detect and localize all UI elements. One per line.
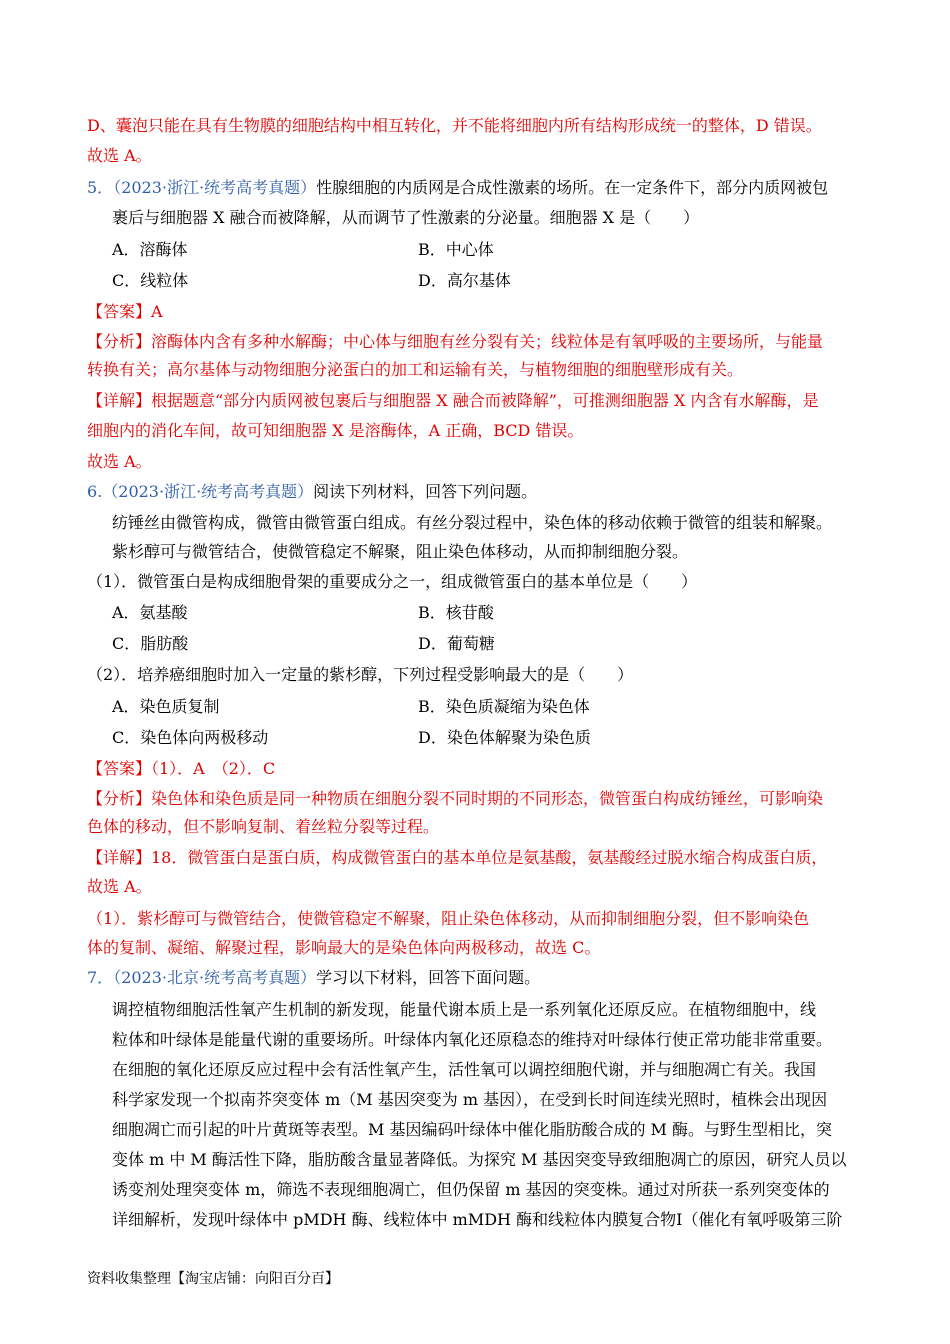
detail-text-cont: 故选 A。 [87,877,152,896]
option-d: D．染色体解聚为染色质 [418,728,591,747]
option-c: C．线粒体 [112,271,189,290]
material-line: 变体 m 中 M 酶活性下降，脂肪酸含量显著降低。为探究 M 基因突变导致细胞凋亡的原因，研究人员以 [112,1150,847,1169]
question-6-stem [87,482,537,502]
material-line: 诱变剂处理突变体 m，筛选不表现细胞凋亡，但仍保留 m 基因的突变株。通过对所获一系列突变体的 [112,1180,830,1199]
material-line: 粒体和叶绿体是能量代谢的重要场所。叶绿体内氧化还原稳态的维持对叶绿体行使正常功能非常重要。 [112,1030,833,1049]
conclusion-text: 故选 A。 [87,146,152,165]
option-b: B．染色质凝缩为染色体 [418,697,590,716]
option-a: A．溶酶体 [112,240,188,259]
option-d: D．高尔基体 [418,271,511,290]
question-source: （2023·浙江·统考高考真题） [113,178,317,197]
question-number: 5． [87,178,114,197]
analysis-text: 【分析】溶酶体内含有多种水解酶；中心体与细胞有丝分裂有关；线粒体是有氧呼吸的主要场所，与能量 [87,332,824,351]
conclusion-text: 故选 A。 [87,452,152,471]
material-line: 科学家发现一个拟南芥突变体 m（M 基因突变为 m 基因），在受到长时间连续光照时，植株会出现因 [112,1090,828,1109]
question-text: 学习以下材料，回答下面问题。 [316,968,541,987]
detail-text: 【详解】根据题意“部分内质网被包裹后与细胞器 X 融合而被降解”，可推测细胞器 X 内含有水解酶，是 [87,391,819,410]
material-line: 在细胞的氧化还原反应过程中会有活性氧产生，活性氧可以调控细胞代谢，并与细胞凋亡有关。我国 [112,1060,817,1079]
question-source: （2023·浙江·统考高考真题） [102,482,314,501]
answer-label: 【答案】A [87,302,163,321]
option-c: C．脂肪酸 [112,634,189,653]
question-source: （2023·北京·统考高考真题） [113,968,317,987]
detail-text: 【详解】18．微管蛋白是蛋白质，构成微管蛋白的基本单位是氨基酸，氨基酸经过脱水缩合构成蛋白质， [87,848,828,867]
material-line: 调控植物细胞活性氧产生机制的新发现，能量代谢本质上是一系列氧化还原反应。在植物细胞中，线 [112,1000,817,1019]
answer-label: 【答案】（1）．A （2）．C [87,759,276,778]
question-5-stem [87,178,828,198]
analysis-text-cont: 转换有关；高尔基体与动物细胞分泌蛋白的加工和运输有关，与植物细胞的细胞壁形成有关。 [87,360,744,379]
option-b: B．中心体 [418,240,494,259]
detail-text-sub1-cont: 体的复制、凝缩、解聚过程，影响最大的是染色体向两极移动，故选 C。 [87,938,601,957]
option-c: C．染色体向两极移动 [112,728,269,747]
sub-question-1: （1）．微管蛋白是构成细胞骨架的重要成分之一，组成微管蛋白的基本单位是（ ） [87,572,698,591]
analysis-text-cont: 色体的移动，但不影响复制、着丝粒分裂等过程。 [87,817,440,836]
question-7-stem [87,968,540,988]
detail-text-sub1: （1）．紫杉醇可与微管结合，使微管稳定不解聚，阻止染色体移动，从而抑制细胞分裂，但不影响染色 [87,909,810,928]
option-b: B．核苷酸 [418,603,494,622]
material-text: 纺锤丝由微管构成，微管由微管蛋白组成。有丝分裂过程中，染色体的移动依赖于微管的组装和解聚。 [112,513,833,532]
material-text-cont: 紫杉醇可与微管结合，使微管稳定不解聚，阻止染色体移动，从而抑制细胞分裂。 [112,542,689,561]
question-text: 阅读下列材料，回答下列问题。 [313,482,538,501]
question-number: 6. [87,482,103,501]
option-a: A．染色质复制 [112,697,220,716]
question-5-stem-cont: 裹后与细胞器 X 融合而被降解，从而调节了性激素的分泌量。细胞器 X 是（ ） [112,208,700,227]
option-d-explanation: D、囊泡只能在具有生物膜的细胞结构中相互转化，并不能将细胞内所有结构形成统一的整体，D 错误。 [87,116,822,135]
page-footer: 资料收集整理【淘宝店铺：向阳百分百】 [87,1271,339,1287]
material-line: 详细解析，发现叶绿体中 pMDH 酶、线粒体中 mMDH 酶和线粒体内膜复合物Ⅰ（催化有氧呼吸第三阶 [112,1210,843,1229]
option-a: A．氨基酸 [112,603,188,622]
detail-text-cont: 细胞内的消化车间，故可知细胞器 X 是溶酶体，A 正确，BCD 错误。 [87,421,584,440]
sub-question-2: （2）．培养癌细胞时加入一定量的紫杉醇，下列过程受影响最大的是（ ） [87,665,634,684]
analysis-text: 【分析】染色体和染色质是同一种物质在细胞分裂不同时期的不同形态，微管蛋白构成纺锤丝，可影响染 [87,789,824,808]
question-text: 性腺细胞的内质网是合成性激素的场所。在一定条件下，部分内质网被包 [316,178,829,197]
question-number: 7． [87,968,114,987]
material-line: 细胞凋亡而引起的叶片黄斑等表型。M 基因编码叶绿体中催化脂肪酸合成的 M 酶。与野生型相比，突 [112,1120,833,1139]
option-d: D．葡萄糖 [418,634,495,653]
